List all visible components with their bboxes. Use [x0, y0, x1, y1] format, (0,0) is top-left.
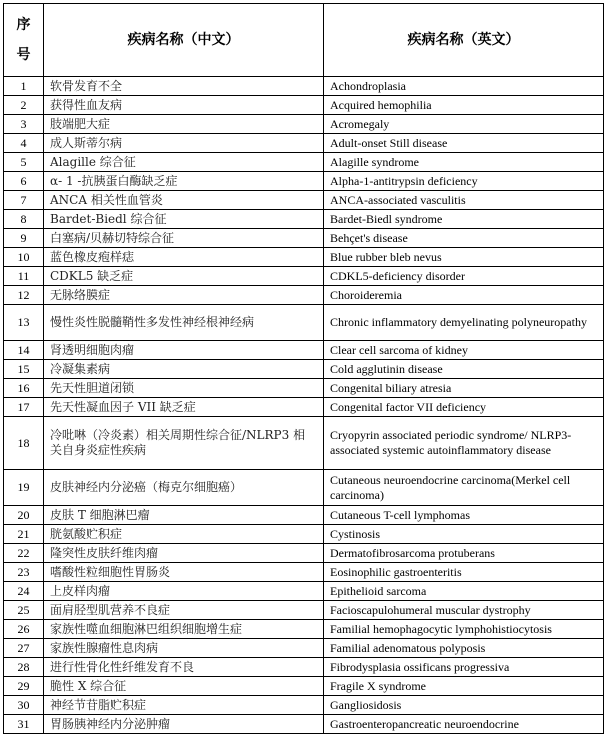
disease-name-cn: 慢性炎性脱髓鞘性多发性神经根神经病: [44, 305, 324, 341]
row-number: 9: [4, 229, 44, 248]
row-number: 4: [4, 134, 44, 153]
disease-name-en: Blue rubber bleb nevus: [324, 248, 604, 267]
disease-name-en: Acromegaly: [324, 115, 604, 134]
table-row: [4, 210, 604, 229]
disease-name-en: Dermatofibrosarcoma protuberans: [324, 544, 604, 563]
row-number: 28: [4, 658, 44, 677]
table-row: [4, 305, 604, 341]
table-row: [4, 470, 604, 506]
row-number: 30: [4, 696, 44, 715]
row-number: 22: [4, 544, 44, 563]
disease-name-en: Alagille syndrome: [324, 153, 604, 172]
row-number: 7: [4, 191, 44, 210]
row-number: 19: [4, 470, 44, 506]
table-row: [4, 248, 604, 267]
table-row: [4, 658, 604, 677]
disease-name-cn: 皮肤 T 细胞淋巴瘤: [44, 506, 324, 525]
row-number: 2: [4, 96, 44, 115]
disease-name-en: Adult-onset Still disease: [324, 134, 604, 153]
row-number: 25: [4, 601, 44, 620]
row-number: 31: [4, 715, 44, 734]
table-row: [4, 115, 604, 134]
disease-name-cn: 胱氨酸贮积症: [44, 525, 324, 544]
disease-name-cn: 肾透明细胞肉瘤: [44, 341, 324, 360]
disease-name-cn: 白塞病/贝赫切特综合征: [44, 229, 324, 248]
row-number: 18: [4, 417, 44, 470]
disease-name-en: Eosinophilic gastroenteritis: [324, 563, 604, 582]
row-number: 29: [4, 677, 44, 696]
table-row: [4, 417, 604, 470]
table-row: [4, 601, 604, 620]
disease-name-cn: 上皮样肉瘤: [44, 582, 324, 601]
disease-name-en: Cystinosis: [324, 525, 604, 544]
disease-name-en: Choroideremia: [324, 286, 604, 305]
table-row: [4, 379, 604, 398]
row-number: 17: [4, 398, 44, 417]
disease-name-en: Alpha-1-antitrypsin deficiency: [324, 172, 604, 191]
table-row: [4, 286, 604, 305]
disease-name-cn: 蓝色橡皮疱样痣: [44, 248, 324, 267]
table-row: [4, 677, 604, 696]
disease-name-en: ANCA-associated vasculitis: [324, 191, 604, 210]
row-number: 15: [4, 360, 44, 379]
table-row: [4, 191, 604, 210]
row-number: 5: [4, 153, 44, 172]
header-number: [4, 4, 44, 77]
disease-name-cn: CDKL5 缺乏症: [44, 267, 324, 286]
disease-name-cn: 肢端肥大症: [44, 115, 324, 134]
row-number: 20: [4, 506, 44, 525]
disease-name-cn: 胃肠胰神经内分泌肿瘤: [44, 715, 324, 734]
row-number: 1: [4, 77, 44, 96]
disease-name-en: Familial hemophagocytic lymphohistiocytosis: [324, 620, 604, 639]
table-row: [4, 563, 604, 582]
table-row: [4, 172, 604, 191]
disease-name-en: Congenital biliary atresia: [324, 379, 604, 398]
table-body: [4, 77, 604, 734]
disease-name-en: Clear cell sarcoma of kidney: [324, 341, 604, 360]
row-number: 12: [4, 286, 44, 305]
row-number: 23: [4, 563, 44, 582]
disease-name-cn: Bardet-Biedl 综合征: [44, 210, 324, 229]
disease-name-cn: 面肩胫型肌营养不良症: [44, 601, 324, 620]
disease-name-en: Chronic inflammatory demyelinating polyneuropathy: [324, 305, 604, 341]
disease-name-cn: 先天性凝血因子 VII 缺乏症: [44, 398, 324, 417]
disease-name-cn: 家族性腺瘤性息肉病: [44, 639, 324, 658]
header-number-line2: 号: [16, 47, 31, 63]
table-row: [4, 639, 604, 658]
disease-name-en: Facioscapulohumeral muscular dystrophy: [324, 601, 604, 620]
table-row: [4, 153, 604, 172]
row-number: 3: [4, 115, 44, 134]
table-row: [4, 620, 604, 639]
table-row: [4, 544, 604, 563]
disease-name-en: Gangliosidosis: [324, 696, 604, 715]
disease-name-en: Cutaneous T-cell lymphomas: [324, 506, 604, 525]
row-number: 13: [4, 305, 44, 341]
table-row: [4, 696, 604, 715]
disease-name-en: Fragile X syndrome: [324, 677, 604, 696]
disease-name-en: Behçet's disease: [324, 229, 604, 248]
disease-name-en: Congenital factor VII deficiency: [324, 398, 604, 417]
disease-name-cn: 冷吡啉（冷炎素）相关周期性综合征/NLRP3 相关自身炎症性疾病: [44, 417, 324, 470]
row-number: 21: [4, 525, 44, 544]
table-row: [4, 360, 604, 379]
table-row: [4, 77, 604, 96]
disease-table: [3, 3, 604, 734]
disease-name-en: Cold agglutinin disease: [324, 360, 604, 379]
table-row: [4, 341, 604, 360]
disease-name-cn: 脆性 X 综合征: [44, 677, 324, 696]
header-number-line1: 序: [16, 17, 31, 33]
row-number: 24: [4, 582, 44, 601]
table-row: [4, 134, 604, 153]
table-row: [4, 398, 604, 417]
disease-name-en: Acquired hemophilia: [324, 96, 604, 115]
table-row: [4, 525, 604, 544]
row-number: 8: [4, 210, 44, 229]
disease-name-cn: 家族性噬血细胞淋巴组织细胞增生症: [44, 620, 324, 639]
disease-name-cn: 神经节苷脂贮积症: [44, 696, 324, 715]
row-number: 6: [4, 172, 44, 191]
table-row: [4, 506, 604, 525]
row-number: 26: [4, 620, 44, 639]
header-english-name: 疾病名称（英文）: [324, 4, 604, 77]
disease-name-cn: 冷凝集素病: [44, 360, 324, 379]
disease-name-cn: 成人斯蒂尔病: [44, 134, 324, 153]
table-row: [4, 715, 604, 734]
table-row: [4, 96, 604, 115]
row-number: 11: [4, 267, 44, 286]
disease-name-cn: 皮肤神经内分泌癌（梅克尔细胞癌）: [44, 470, 324, 506]
disease-name-cn: 进行性骨化性纤维发育不良: [44, 658, 324, 677]
table-header-row: [4, 4, 604, 77]
row-number: 10: [4, 248, 44, 267]
header-chinese-name: 疾病名称（中文）: [44, 4, 324, 77]
disease-name-en: Gastroenteropancreatic neuroendocrine: [324, 715, 604, 734]
disease-name-en: Epithelioid sarcoma: [324, 582, 604, 601]
disease-name-en: Cryopyrin associated periodic syndrome/ NLRP3-associated systemic autoinflammatory disease: [324, 417, 604, 470]
disease-name-cn: 无脉络膜症: [44, 286, 324, 305]
disease-name-en: Achondroplasia: [324, 77, 604, 96]
table-row: [4, 582, 604, 601]
disease-name-en: Cutaneous neuroendocrine carcinoma(Merkel cell carcinoma): [324, 470, 604, 506]
disease-name-cn: 先天性胆道闭锁: [44, 379, 324, 398]
disease-name-cn: Alagille 综合征: [44, 153, 324, 172]
table-row: [4, 267, 604, 286]
disease-name-cn: 软骨发育不全: [44, 77, 324, 96]
disease-name-cn: ANCA 相关性血管炎: [44, 191, 324, 210]
disease-name-en: Bardet-Biedl syndrome: [324, 210, 604, 229]
disease-name-cn: 嗜酸性粒细胞性胃肠炎: [44, 563, 324, 582]
row-number: 14: [4, 341, 44, 360]
disease-name-cn: α- 1 -抗胰蛋白酶缺乏症: [44, 172, 324, 191]
row-number: 16: [4, 379, 44, 398]
disease-name-cn: 隆突性皮肤纤维肉瘤: [44, 544, 324, 563]
disease-name-en: Fibrodysplasia ossificans progressiva: [324, 658, 604, 677]
disease-name-en: Familial adenomatous polyposis: [324, 639, 604, 658]
disease-name-en: CDKL5-deficiency disorder: [324, 267, 604, 286]
disease-name-cn: 获得性血友病: [44, 96, 324, 115]
row-number: 27: [4, 639, 44, 658]
table-row: [4, 229, 604, 248]
